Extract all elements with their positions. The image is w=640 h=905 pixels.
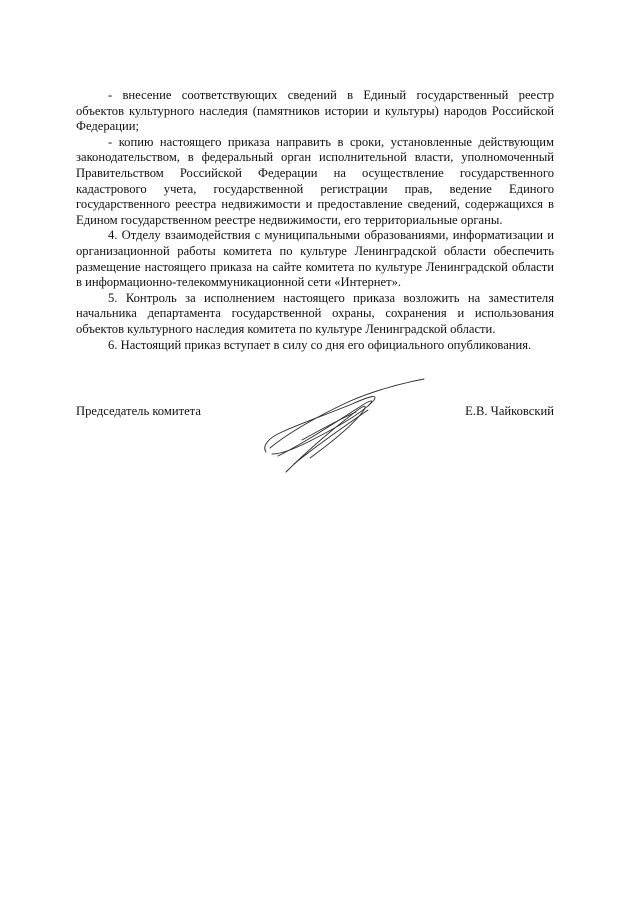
handwritten-signature <box>258 378 428 474</box>
document-body <box>76 88 554 353</box>
signatory-name: Е.В. Чайковский <box>465 404 554 418</box>
paragraph-item-6: 6. Настоящий приказ вступает в силу со дня его официального опубликования. <box>108 337 532 352</box>
paragraph-copy-distribution: - копию настоящего приказа направить в сроки, установленные действующим законодательством, в федеральный орган исполнительной власти, уполномоченный Правительством Российской Федерации на осуществление государственного кадастрового учета, государственной регистрации прав, ведение Единого государственного реестра недвижимости и предоставление сведений, содержащихся в Едином государственном реестре недвижимости, его территориальные органы. <box>76 134 554 227</box>
paragraph-item-4: 4. Отделу взаимодействия с муниципальными образованиями, информатизации и организационной работы комитета по культуре Ленинградской области обеспечить размещение настоящего приказа на сайте комитета по культуре Ленинградской области в информационно-телекоммуникационной сети «Интернет». <box>76 228 554 290</box>
signatory-position: Председатель комитета <box>76 404 201 418</box>
paragraph-registry-entry: - внесение соответствующих сведений в Единый государственный реестр объектов культурного наследия (памятников истории и культуры) народов Российской Федерации; <box>76 88 554 134</box>
paragraph-item-5: 5. Контроль за исполнением настоящего приказа возложить на заместителя начальника департамента государственной охраны, сохранения и использования объектов культурного наследия комитета по культуре Ленинградской области. <box>76 290 554 336</box>
